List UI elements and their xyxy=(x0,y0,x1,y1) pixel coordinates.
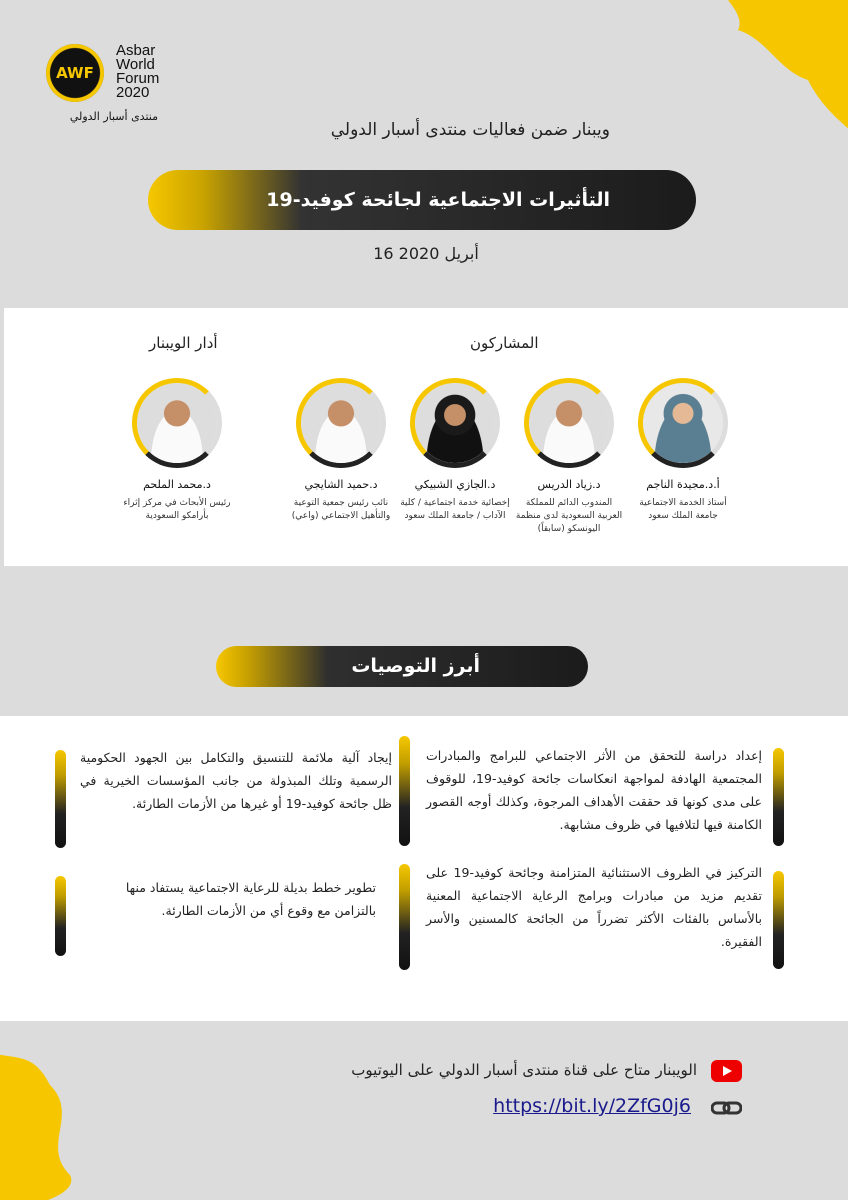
recommendation-bar xyxy=(399,864,410,970)
logo-line-4: 2020 xyxy=(116,84,150,101)
logo-line-3: Forum xyxy=(116,70,160,87)
moderator-name: د.محمد الملحم xyxy=(143,478,211,491)
moderator-heading: أدار الويبنار xyxy=(149,334,218,352)
participant-role: أستاذ الخدمة الاجتماعية جامعة الملك سعود xyxy=(639,498,727,521)
recommendation-item: تطوير خطط بديلة للرعاية الاجتماعية يستفاد منها بالتزامن مع وقوع أي من الأزمات الطارئة. xyxy=(125,880,376,918)
logo-line-2: World xyxy=(116,56,155,73)
youtube-link[interactable]: https://bit.ly/2ZfG0j6 xyxy=(493,1095,691,1117)
recommendation-item: التركيز في الظروف الاستثنائية المتزامنة وجائحة كوفيد-19 على تقديم مزيد من مبادرات وبرامج الرعاية الاجتماعية المعنية بالأساس بالفئات الأكثر تضرراً من الجائحة كالمسنين والأسر الفقيرة. xyxy=(426,865,762,949)
participant-name: د.حميد الشايجي xyxy=(304,478,378,491)
intro-text: ويبنار ضمن فعاليات منتدى أسبار الدولي xyxy=(330,120,610,140)
recommendation-bar xyxy=(773,748,784,846)
participant-role: إخصائية خدمة اجتماعية / كلية الآداب / جامعة الملك سعود xyxy=(400,498,510,521)
participant-name: د.الجازي الشبيكي xyxy=(414,478,496,491)
link-icon xyxy=(711,1099,742,1117)
participants-heading: المشاركون xyxy=(470,334,539,352)
participant-name: أ.د.مجيدة الناجم xyxy=(646,478,720,491)
participants-panel xyxy=(4,308,848,566)
avatar-image xyxy=(137,383,217,463)
participant-card xyxy=(286,378,396,523)
logo-text xyxy=(116,44,159,100)
youtube-availability-text: الويبنار متاح على قناة منتدى أسبار الدولي على اليوتيوب xyxy=(351,1061,697,1079)
moderator-card xyxy=(122,378,232,523)
moderator-role: رئيس الأبحاث في مركز إثراء بأرامكو السعودية xyxy=(123,498,231,521)
avatar xyxy=(296,378,386,468)
recommendations-heading: أبرز التوصيات xyxy=(216,646,588,687)
decorative-brush-top-right xyxy=(628,0,848,170)
avatar xyxy=(638,378,728,468)
webinar-date: 16 أبريل 2020 xyxy=(373,244,479,263)
decorative-brush-bottom-left xyxy=(0,1035,130,1200)
participant-card xyxy=(400,378,510,523)
participant-card xyxy=(628,378,738,523)
participant-role: نائب رئيس جمعية التوعية والتأهيل الاجتماعي (واعي) xyxy=(291,498,391,521)
recommendation-bar xyxy=(55,750,66,848)
participant-card xyxy=(514,378,624,536)
logo-line-1: Asbar xyxy=(116,42,156,59)
youtube-icon[interactable] xyxy=(711,1060,742,1082)
avatar-image xyxy=(301,383,381,463)
recommendation-item: إعداد دراسة للتحقق من الأثر الاجتماعي للبرامج والمبادرات المجتمعية الهادفة لمواجهة انعكاسات جائحة كوفيد-19، للوقوف على مدى كونها قد حققت الأهداف المرجوة، وكذلك أوجه القصور الكامنة فيها لتلافيها في ظروف مشابهة. xyxy=(426,748,762,832)
webinar-title: التأثيرات الاجتماعية لجائحة كوفيد-19 xyxy=(148,170,696,230)
recommendation-bar xyxy=(55,876,66,956)
avatar xyxy=(524,378,614,468)
avatar xyxy=(132,378,222,468)
participant-name: د.زياد الدريس xyxy=(537,478,601,491)
avatar xyxy=(410,378,500,468)
awf-monogram-icon: AWF xyxy=(46,44,104,102)
avatar-image xyxy=(529,383,609,463)
recommendation-bar xyxy=(773,871,784,969)
participant-role: المندوب الدائم للمملكة العربية السعودية لدى منظمة اليونسكو (سابقاً) xyxy=(515,498,623,534)
recommendations-panel xyxy=(0,716,848,1021)
recommendation-item: إيجاد آلية ملائمة للتنسيق والتكامل بين الجهود الحكومية الرسمية وتلك المبذولة من جانب المؤسسات الخيرية في ظل جائحة كوفيد-19 أو غيرها من الأزمات الطارئة. xyxy=(80,750,392,811)
avatar-image xyxy=(415,383,495,463)
avatar-image xyxy=(643,383,723,463)
forum-logo xyxy=(46,44,176,124)
recommendation-bar xyxy=(399,736,410,846)
logo-arabic-name: منتدى أسبار الدولي xyxy=(69,110,158,123)
